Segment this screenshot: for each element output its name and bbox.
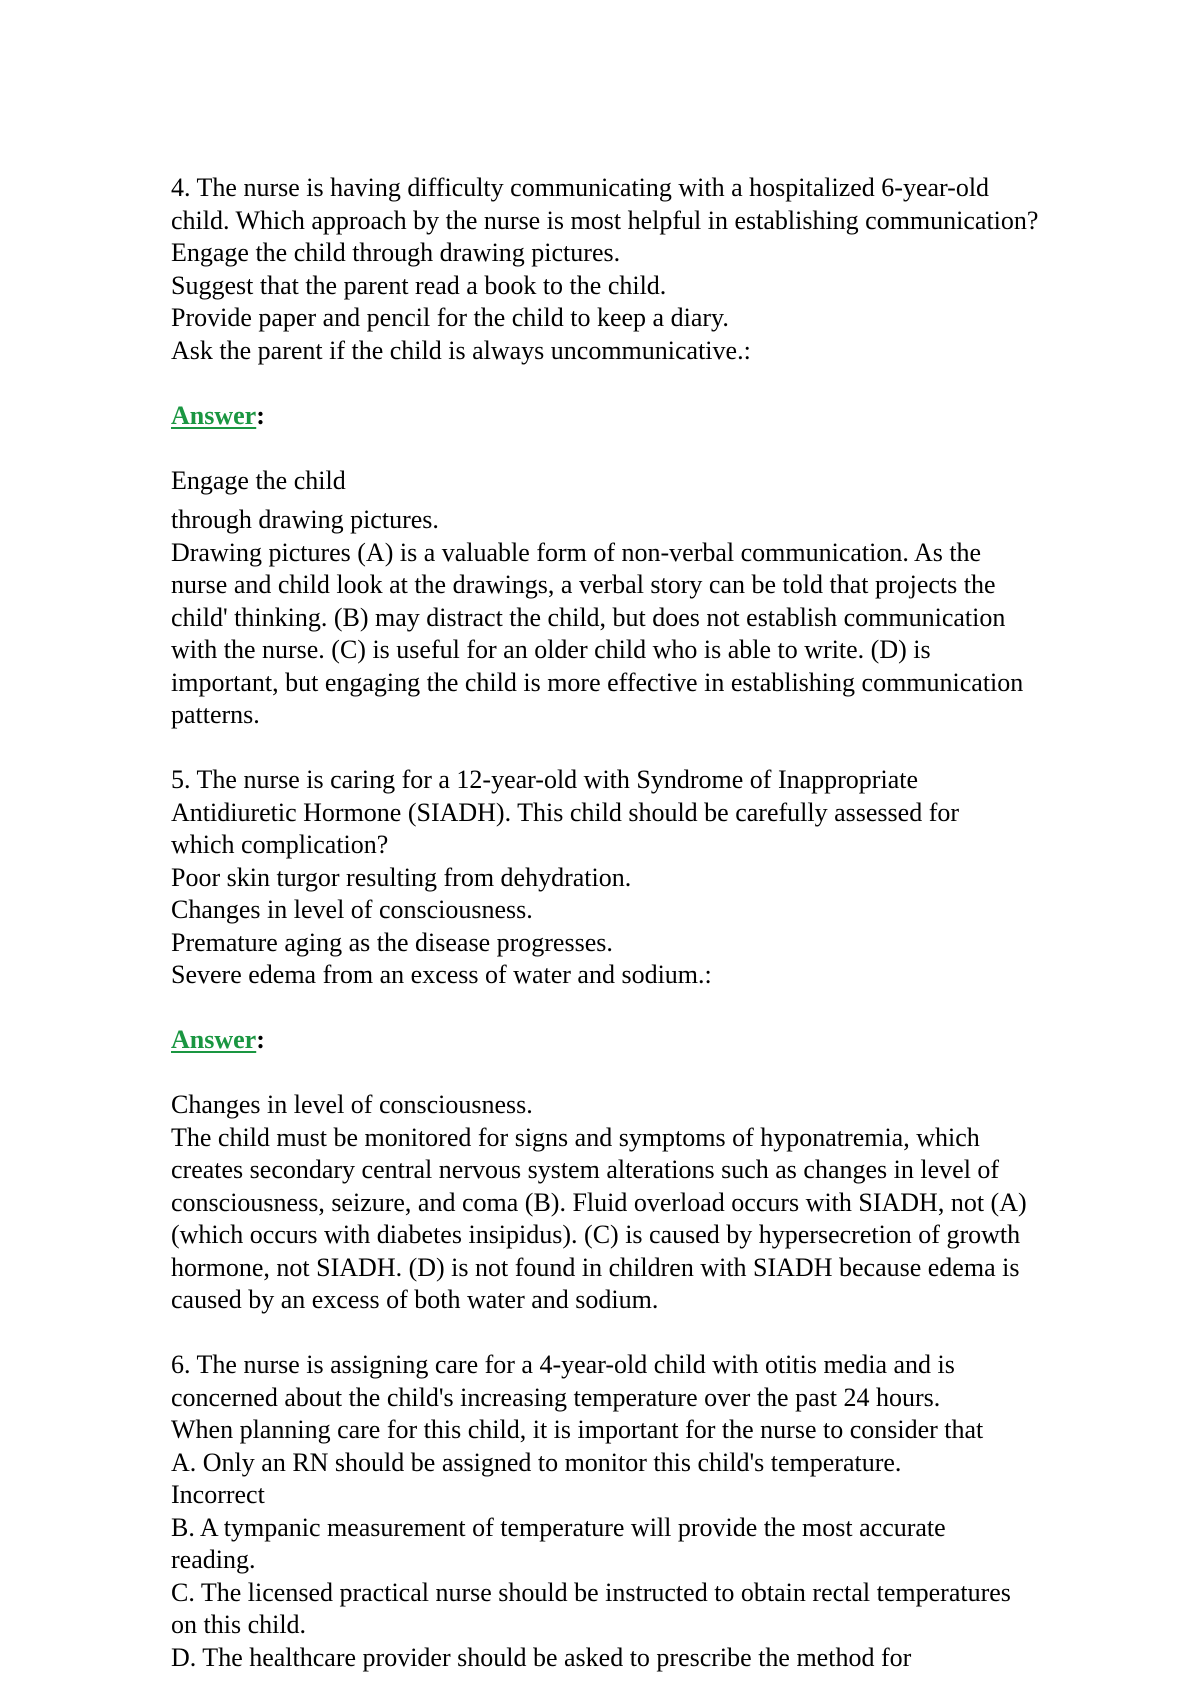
answer-line: child' thinking. (B) may distract the child, but does not establish communication [171,602,1006,632]
answer-line: (which occurs with diabetes insipidus). (C) is caused by hypersecretion of growth [171,1220,1021,1249]
option-line: Engage the child through drawing pictures. [171,238,621,267]
option-line: Premature aging as the disease progresses. [171,927,613,957]
answer-line: important, but engaging the child is more effective in establishing communication [171,667,1024,697]
answer-line: patterns. [171,700,260,729]
question-stem-line: which complication? [171,830,389,859]
question-stem-line: 4. The nurse is having difficulty communicating with a hospitalized 6-year-old [171,173,990,202]
option-line: on this child. [171,1610,307,1639]
answer-colon: : [256,400,265,430]
answer-line: through drawing pictures. [171,505,439,534]
option-status: Incorrect [171,1480,265,1509]
option-line: C. The licensed practical nurse should be instructed to obtain rectal temperatures [171,1577,1011,1607]
answer-line: Changes in level of consciousness. [171,1090,533,1119]
answer-line: with the nurse. (C) is useful for an older child who is able to write. (D) is [171,635,931,664]
answer-line: Engage the child [171,465,346,495]
answer-link[interactable]: Answer [171,1025,257,1054]
question-stem-line: concerned about the child's increasing temperature over the past 24 hours. [171,1382,941,1412]
answer-line: Drawing pictures (A) is a valuable form of non-verbal communication. As the [171,537,982,567]
question-6 [171,1349,1131,1674]
option-line: D. The healthcare provider should be asked to prescribe the method for [171,1642,912,1672]
question-5 [171,764,1131,1317]
option-line: Changes in level of consciousness. [171,895,533,924]
option-line: Provide paper and pencil for the child to keep a diary. [171,303,729,332]
question-stem-line: 5. The nurse is caring for a 12-year-old with Syndrome of Inappropriate [171,765,918,794]
option-line: A. Only an RN should be assigned to monitor this child's temperature. [171,1447,902,1477]
option-line: Suggest that the parent read a book to the child. [171,270,667,300]
answer-line: caused by an excess of both water and sodium. [171,1285,659,1314]
document-page [171,172,1131,1674]
answer-line: The child must be monitored for signs and symptoms of hyponatremia, which [171,1122,980,1152]
answer-heading [171,400,1131,433]
answer-line: creates secondary central nervous system alterations such as changes in level of [171,1155,1000,1184]
question-stem-line: 6. The nurse is assigning care for a 4-year-old child with otitis media and is [171,1350,955,1379]
answer-line: consciousness, seizure, and coma (B). Fluid overload occurs with SIADH, not (A) [171,1187,1027,1217]
question-stem-line: child. Which approach by the nurse is most helpful in establishing communication? [171,205,1039,235]
option-line: Poor skin turgor resulting from dehydration. [171,862,632,892]
question-stem-line: Antidiuretic Hormone (SIADH). This child should be carefully assessed for [171,797,960,827]
answer-line: nurse and child look at the drawings, a verbal story can be told that projects the [171,570,996,599]
option-line: Severe edema from an excess of water and sodium.: [171,960,712,989]
answer-colon: : [256,1025,265,1054]
answer-line: hormone, not SIADH. (D) is not found in children with SIADH because edema is [171,1252,1020,1282]
option-line: B. A tympanic measurement of temperature will provide the most accurate [171,1512,946,1542]
answer-heading [171,1024,1131,1057]
option-line: Ask the parent if the child is always uncommunicative.: [171,335,751,365]
option-line: reading. [171,1545,256,1574]
answer-link[interactable]: Answer [171,400,257,430]
question-4 [171,172,1131,732]
question-stem-line: When planning care for this child, it is important for the nurse to consider that [171,1415,984,1444]
